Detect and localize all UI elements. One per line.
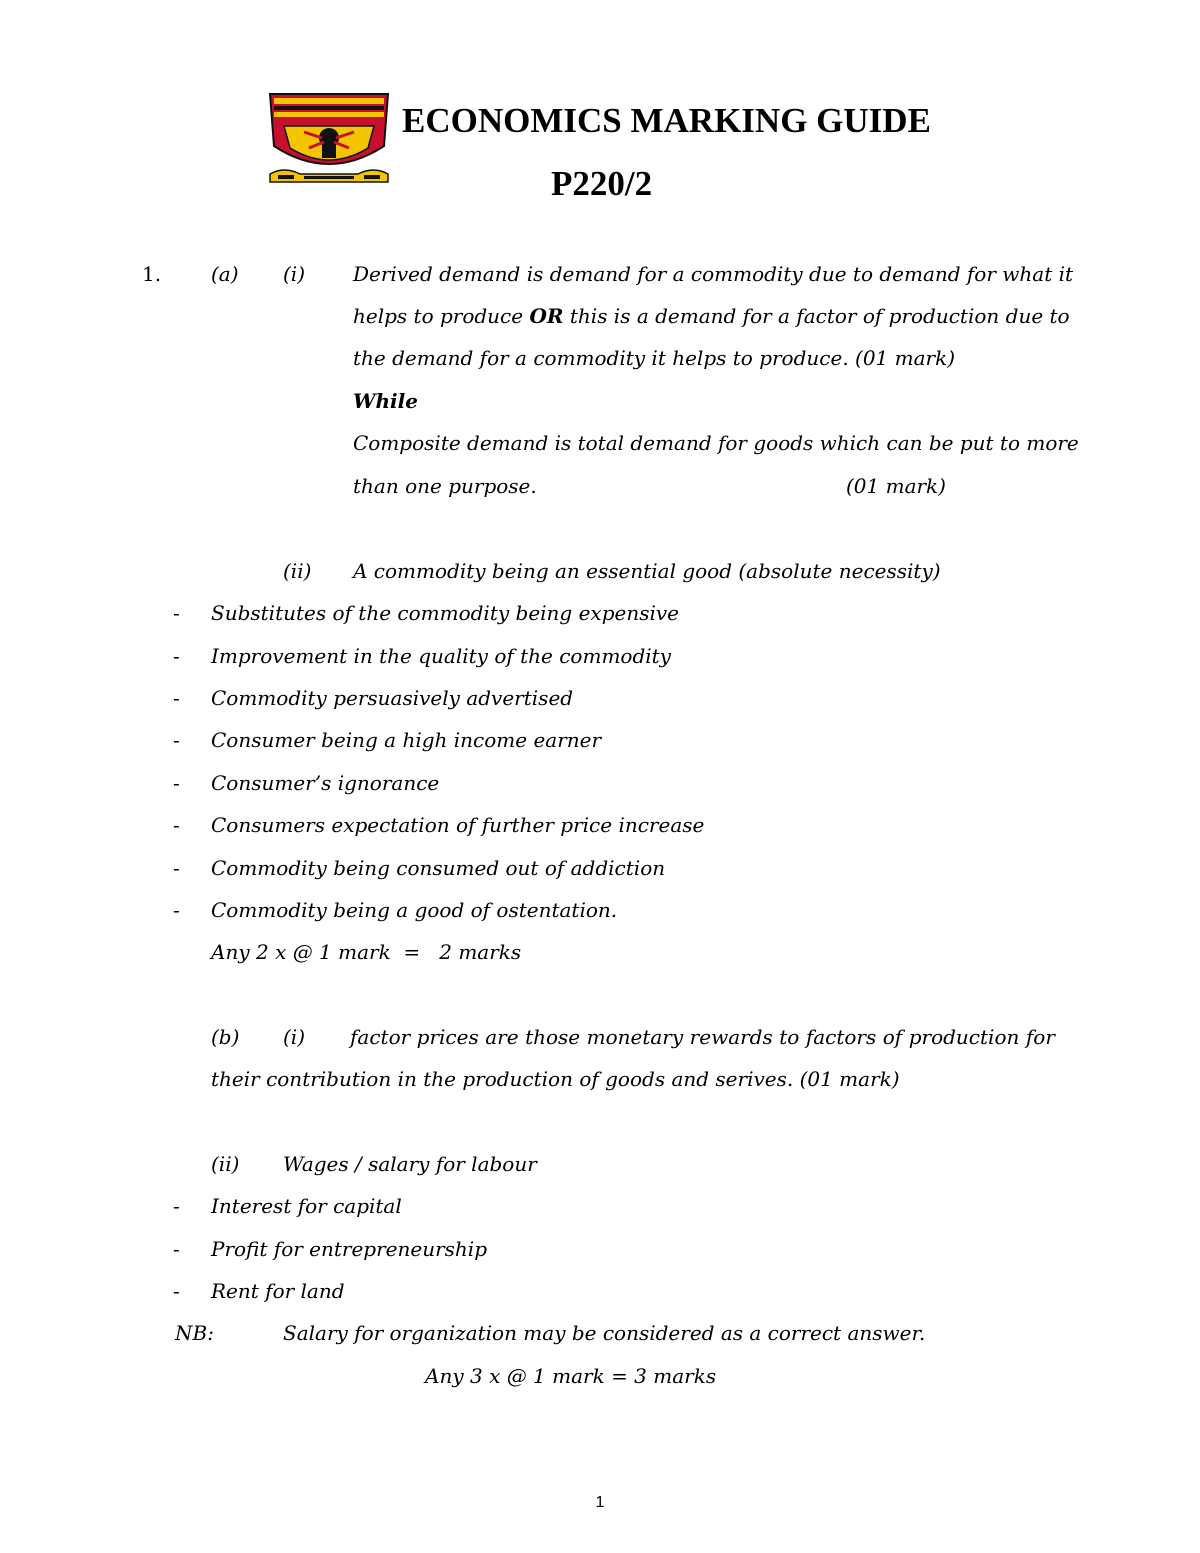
answer-line: than one purpose. bbox=[353, 474, 537, 498]
list-item: Interest for capital bbox=[211, 1194, 402, 1218]
answer-line: the demand for a commodity it helps to produce. (01 mark) bbox=[353, 346, 956, 370]
list-item: Substitutes of the commodity being expensive bbox=[211, 601, 680, 625]
list-item: Improvement in the quality of the commodity bbox=[211, 644, 671, 668]
mark-allocation: Any 2 x @ 1 mark = 2 marks bbox=[211, 940, 522, 964]
bullet-dash: - bbox=[173, 813, 180, 837]
subpart-i-label: (i) bbox=[283, 1025, 306, 1049]
list-item: Commodity being a good of ostentation. bbox=[211, 898, 618, 922]
page-number: 1 bbox=[595, 1494, 605, 1511]
question-number: 1. bbox=[142, 262, 162, 286]
list-item: Profit for entrepreneurship bbox=[211, 1237, 488, 1261]
list-item: Commodity persuasively advertised bbox=[211, 686, 574, 710]
school-emblem-logo bbox=[264, 86, 394, 190]
mark-allocation: (01 mark) bbox=[846, 474, 946, 498]
paper-code: P220/2 bbox=[551, 164, 653, 203]
mark-allocation: Any 3 x @ 1 mark = 3 marks bbox=[425, 1364, 717, 1388]
answer-line-justified: factor prices are those monetary rewards to factors of production for bbox=[350, 1025, 1055, 1049]
answer-line: Derived demand is demand for a commodity due to demand for what it bbox=[353, 262, 1074, 286]
document-title: ECONOMICS MARKING GUIDE bbox=[402, 101, 931, 140]
bullet-dash: - bbox=[173, 771, 180, 795]
nb-note: Salary for organization may be considered as a correct answer. bbox=[283, 1321, 926, 1345]
bullet-dash: - bbox=[173, 686, 180, 710]
bullet-dash: - bbox=[173, 728, 180, 752]
subpart-ii-label: (ii) bbox=[211, 1152, 240, 1176]
answer-line: helps to produce OR this is a demand for a factor of production due to bbox=[353, 304, 1070, 328]
list-item: Rent for land bbox=[211, 1279, 345, 1303]
part-a-label: (a) bbox=[211, 262, 239, 286]
list-item: Consumer’s ignorance bbox=[211, 771, 440, 795]
list-item: Commodity being consumed out of addiction bbox=[211, 856, 666, 880]
answer-line: their contribution in the production of goods and serives. (01 mark) bbox=[211, 1067, 900, 1091]
bullet-dash: - bbox=[173, 1237, 180, 1261]
subpart-ii-label: (ii) bbox=[283, 559, 312, 583]
bullet-dash: - bbox=[173, 644, 180, 668]
bullet-dash: - bbox=[173, 1194, 180, 1218]
bullet-dash: - bbox=[173, 856, 180, 880]
nb-label: NB: bbox=[175, 1321, 214, 1345]
answer-line: A commodity being an essential good (absolute necessity) bbox=[353, 559, 941, 583]
bullet-dash: - bbox=[173, 898, 180, 922]
list-item: Consumer being a high income earner bbox=[211, 728, 602, 752]
bullet-dash: - bbox=[173, 601, 180, 625]
while-label: While bbox=[353, 389, 418, 413]
list-item: Consumers expectation of further price increase bbox=[211, 813, 705, 837]
bullet-dash: - bbox=[173, 1279, 180, 1303]
part-b-label: (b) bbox=[211, 1025, 240, 1049]
subpart-i-label: (i) bbox=[283, 262, 306, 286]
answer-line: Composite demand is total demand for goods which can be put to more bbox=[353, 431, 1079, 455]
emphasis-or: OR bbox=[529, 304, 564, 328]
answer-line: Wages / salary for labour bbox=[283, 1152, 537, 1176]
